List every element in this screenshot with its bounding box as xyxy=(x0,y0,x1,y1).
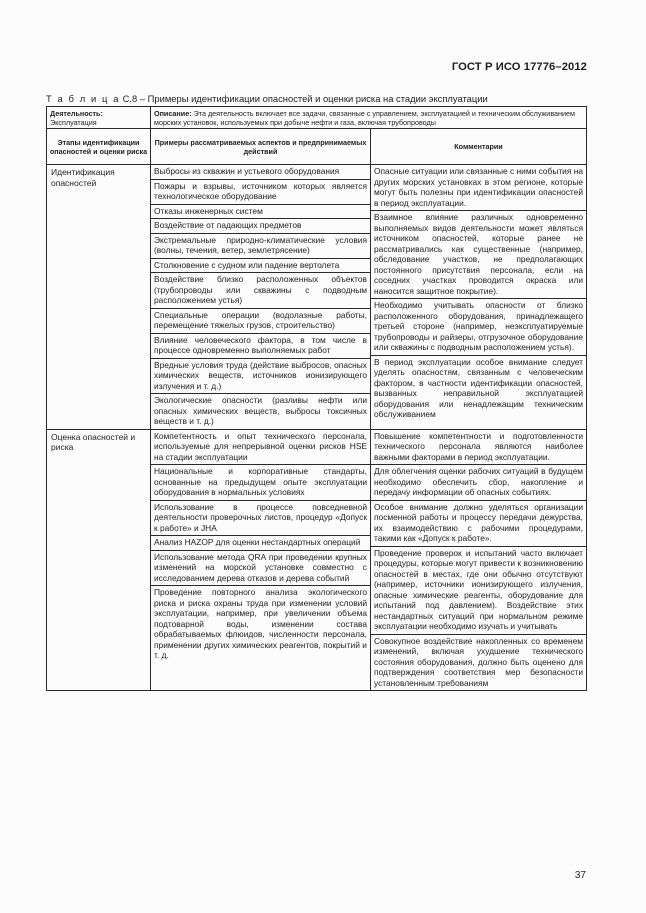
comment-item: Особое внимание должно уделяться организации посменной работы и процессу передачи дежурства, их взаимодействию с рабочими процедурами, такими как «Допуск к работе». xyxy=(371,501,586,547)
comment-item: Взаимное влияние различных одновременно выполняемых видов деятельности может являться источником опасностей, которые ранее не рассматривались как существенные (например, обследование участков, не предполагающих постоянного присутствия персонала, если на соседних участках проводится окраска или наносится защитное покрытие). xyxy=(371,211,586,299)
example-item: Экстремальные природно-климатические условия (волны, течения, ветер, землетрясение) xyxy=(151,234,370,259)
example-item: Анализ HAZOP для оценки нестандартных операций xyxy=(151,536,370,551)
comment-item: Проведение проверок и испытаний часто включает процедуры, которые могут привести к возникновению опасностей в местах, где они обычно отсутствуют (например, источники ионизирующего излучения, опасные химические реагенты, оборудование для испытаний под давлением). Воздействие этих нестандартных ситуаций при нормальном режиме эксплуатации необходимо изучать и учитывать xyxy=(371,547,586,635)
comment-item: Повышение компетентности и подготовленности технического персонала являются наиболее важными факторами в период эксплуатации. xyxy=(371,430,586,466)
description-text: Эта деятельность включает все задачи, связанные с управлением, эксплуатацией и техническим обслуживанием морских установок, используемых при добыче нефти и газа, включая трубопроводы xyxy=(154,109,575,128)
header-row xyxy=(47,129,587,165)
activity-row xyxy=(47,107,587,129)
caption-text: – Примеры идентификации опасностей и оценки риска на стадии эксплуатации xyxy=(137,93,488,104)
header-stage: Этапы идентификации опасностей и оценки риска xyxy=(47,129,151,165)
example-item: Компетентность и опыт технического персонала, используемые для непрерывной оценки рисков HSE на стадии эксплуатации xyxy=(151,430,370,466)
example-item: Использование метода QRA при проведении крупных изменений на морской установке совместно с исследованием дерева отказов и дерева событий xyxy=(151,551,370,587)
activity-label: Деятельность: xyxy=(50,109,103,118)
example-item: Отказы инженерных систем xyxy=(151,205,370,220)
comment-item: Опасные ситуации или связанные с ними события на других морских установках в этом регионе, которые могут быть полезны при идентификации опасностей в период эксплуатации. xyxy=(371,165,586,211)
example-item: Использование в процессе повседневной деятельности проверочных листов, процедур «Допуск к работе» и JHA xyxy=(151,501,370,537)
activity-cell xyxy=(47,107,151,129)
example-item: Столкновение с судном или падение вертолета xyxy=(151,259,370,274)
activity-value: Эксплуатация xyxy=(50,118,97,127)
examples-cell xyxy=(151,165,371,430)
table-caption xyxy=(46,93,591,104)
comments-cell xyxy=(371,429,587,691)
example-item: Выбросы из скважин и устьевого оборудования xyxy=(151,165,370,180)
header-comments: Комментарии xyxy=(371,129,587,165)
stage-cell: Оценка опасностей и риска xyxy=(47,429,151,691)
example-item: Вредные условия труда (действие выбросов, опасных химических веществ, источников ионизирующего излучения и т. д.) xyxy=(151,359,370,395)
page-number: 37 xyxy=(574,870,586,881)
description-cell xyxy=(151,107,587,129)
examples-cell xyxy=(151,429,371,691)
example-item: Экологические опасности (разливы нефти или опасных химических веществ, выбросы токсичных веществ и т. д.) xyxy=(154,395,367,427)
example-item: Специальные операции (водолазные работы, перемещение тяжелых грузов, строительство) xyxy=(151,309,370,334)
comment-item: Необходимо учитывать опасности от близко расположенного оборудования, принадлежащего третьей стороне (например, неэксплуатируемые трубопроводы и райзеры, отгрузочное оборудование или скважины с подводным расположением устья). xyxy=(371,299,586,356)
example-item: Национальные и корпоративные стандарты, основанные на предыдущем опыте эксплуатации оборудования в нормальных условиях xyxy=(151,465,370,501)
standard-designation: ГОСТ Р ИСО 17776–2012 xyxy=(451,61,587,73)
header-examples: Примеры рассматриваемых аспектов и предпринимаемых действий xyxy=(151,129,371,165)
comment-item: В период эксплуатации особое внимание следует уделять опасностям, связанным с человеческим фактором, в частности идентификации опасностей, вызванных неправильной эксплуатацией оборудования или ненадлежащим техническим обслуживанием xyxy=(374,356,584,420)
description-label: Описание: xyxy=(154,109,192,118)
comment-item: Для облегчения оценки рабочих ситуаций в будущем необходимо обеспечить сбор, накопление и передачу информации об опасных событиях. xyxy=(371,465,586,501)
caption-label: Т а б л и ц а xyxy=(46,93,121,104)
comments-cell xyxy=(371,165,587,430)
hazard-table xyxy=(46,106,587,691)
example-item: Воздействие близко расположенных объектов (трубопроводы или скважины с подводным расположением устья) xyxy=(151,273,370,309)
table-row xyxy=(47,165,587,430)
table-row xyxy=(47,429,587,691)
comment-item: Совокупное воздействие накопленных со временем изменений, включая ухудшение технического состояния оборудования, должно быть оценено для подтверждения соответствия мер безопасности установленным требованиям xyxy=(374,635,584,688)
example-item: Пожары и взрывы, источником которых является технологическое оборудование xyxy=(151,180,370,205)
stage-cell: Идентификация опасностей xyxy=(47,165,151,430)
example-item: Проведение повторного анализа экологического риска и риска охраны труда при изменении условий эксплуатации, например, при увеличении объема подтоварной воды, изменении состава обрабатываемых флюидов, численности персонала, применении других химических реагентов, покрытий и т. д. xyxy=(154,587,367,661)
example-item: Влияние человеческого фактора, в том числе в процессе одновременно выполняемых работ xyxy=(151,334,370,359)
caption-number: С.8 xyxy=(120,93,138,104)
example-item: Воздействие от падающих предметов xyxy=(151,219,370,234)
